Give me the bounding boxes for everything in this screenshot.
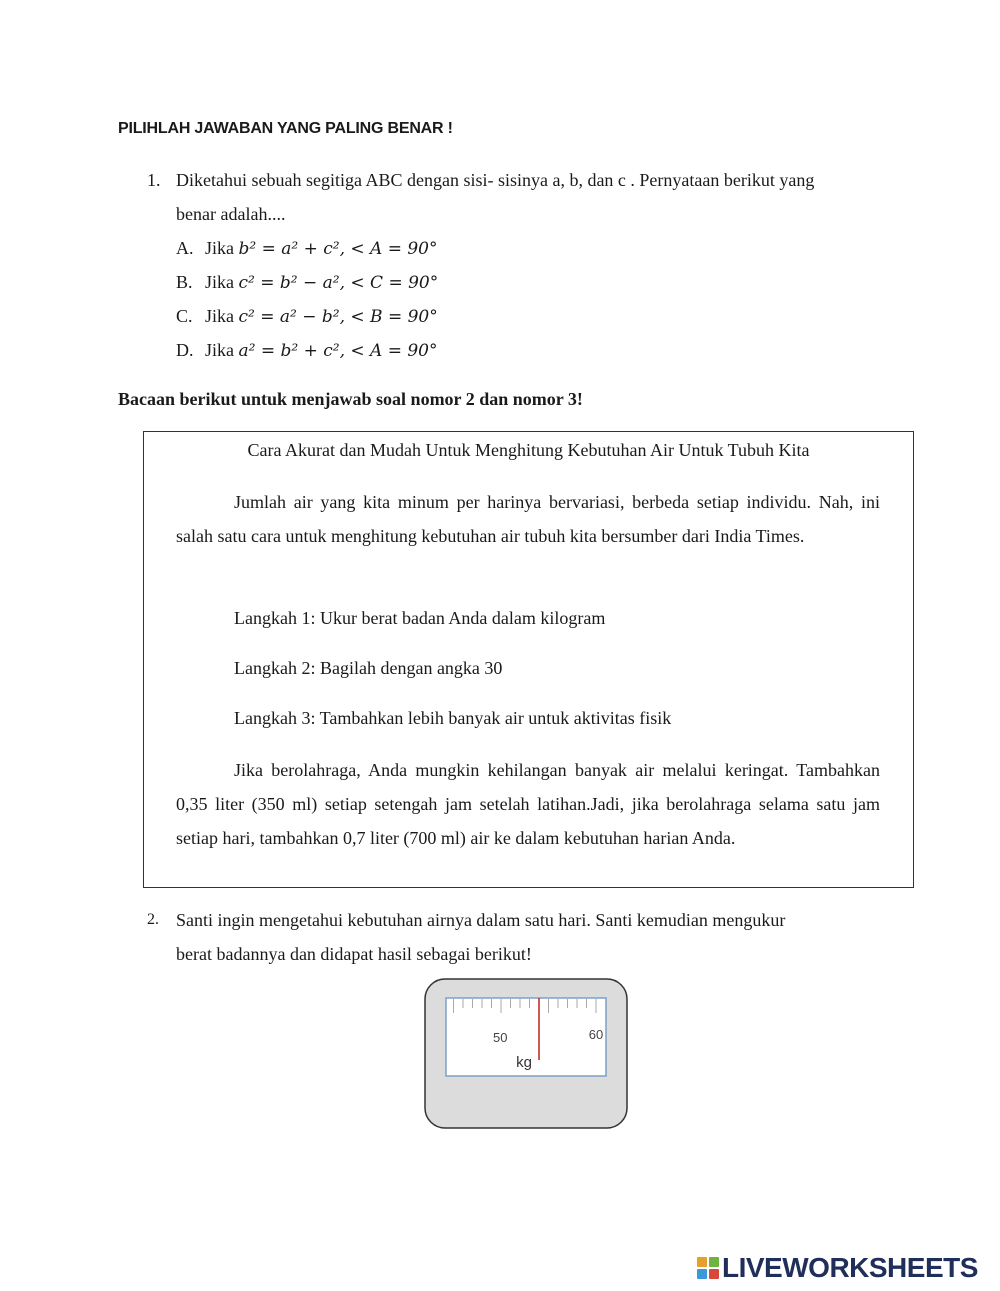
question-number: 1. <box>147 170 161 190</box>
scale-unit-label: kg <box>516 1054 532 1071</box>
weight-scale-graphic <box>424 978 628 1129</box>
logo-text: LIVEWORKSHEETS <box>722 1252 978 1283</box>
reading-step-1: Langkah 1: Ukur berat badan Anda dalam kilogram <box>234 608 606 628</box>
option-letter: B. <box>176 272 193 292</box>
question-1 <box>147 163 887 373</box>
option-prefix: Jika <box>205 306 234 326</box>
reading-step-3: Langkah 3: Tambahkan lebih banyak air untuk aktivitas fisik <box>234 708 672 728</box>
question-text: berat badannya dan didapat hasil sebagai berikut! <box>176 944 532 964</box>
question-2 <box>147 903 887 973</box>
option-formula: b² = a² + c², < A = 90° <box>238 239 438 259</box>
option-letter: A. <box>176 238 194 258</box>
option-b[interactable] <box>176 265 876 299</box>
option-letter: D. <box>176 340 194 360</box>
option-prefix: Jika <box>205 272 234 292</box>
option-formula: c² = b² − a², < C = 90° <box>238 273 439 293</box>
scale-label-60: 60 <box>588 1027 604 1042</box>
option-c[interactable] <box>176 299 876 333</box>
reading-paragraph-2: Jika berolahraga, Anda mungkin kehilangan banyak air melalui keringat. Tambahkan 0,35 liter (350 ml) setiap setengah jam setelah latihan.Jadi, jika berolahraga selama satu jam setiap hari, tambahkan 0,7 liter (700 ml) air ke dalam kebutuhan harian Anda. <box>176 760 880 848</box>
weight-scale <box>424 978 628 1129</box>
option-formula: c² = a² − b², < B = 90° <box>238 307 438 327</box>
option-a[interactable] <box>176 231 876 265</box>
reading-paragraph-1: Jumlah air yang kita minum per harinya bervariasi, berbeda setiap individu. Nah, ini salah satu cara untuk menghitung kebutuhan air tubuh kita bersumber dari India Times. <box>176 492 880 546</box>
question-text: benar adalah.... <box>176 204 286 224</box>
option-prefix: Jika <box>205 238 234 258</box>
page-heading: PILIHLAH JAWABAN YANG PALING BENAR ! <box>118 120 453 137</box>
question-text: Diketahui sebuah segitiga ABC dengan sisi- sisinya a, b, dan c . Pernyataan berikut yang <box>176 170 815 190</box>
logo-mark-icon <box>697 1257 719 1279</box>
option-letter: C. <box>176 306 193 326</box>
option-prefix: Jika <box>205 340 234 360</box>
question-text: Santi ingin mengetahui kebutuhan airnya dalam satu hari. Santi kemudian mengukur <box>176 910 786 930</box>
reading-instruction: Bacaan berikut untuk menjawab soal nomor 2 dan nomor 3! <box>118 389 583 409</box>
scale-label-50: 50 <box>493 1030 508 1045</box>
option-formula: a² = b² + c², < A = 90° <box>238 341 438 361</box>
reading-box <box>143 431 914 888</box>
reading-step-2: Langkah 2: Bagilah dengan angka 30 <box>234 658 503 678</box>
reading-title: Cara Akurat dan Mudah Untuk Menghitung Kebutuhan Air Untuk Tubuh Kita <box>247 440 810 460</box>
liveworksheets-logo <box>697 1252 978 1284</box>
question-number: 2. <box>147 911 159 928</box>
option-d[interactable] <box>176 333 876 367</box>
